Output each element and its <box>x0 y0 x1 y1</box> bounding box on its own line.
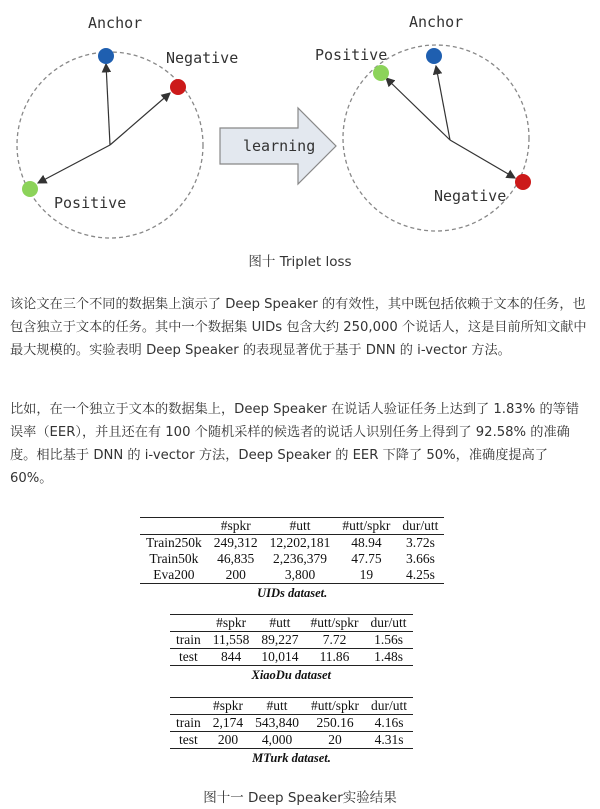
mturk-table-caption: MTurk dataset. <box>252 751 331 765</box>
table-cell: 20 <box>328 732 342 747</box>
table-cell: train <box>176 632 201 647</box>
table-header-cell: dur/utt <box>371 698 408 713</box>
left-positive-label: Positive <box>54 194 127 212</box>
table-cell: 2,174 <box>212 715 244 730</box>
table-row <box>140 551 444 567</box>
table-cell: 249,312 <box>213 535 258 550</box>
right-anchor-dot <box>426 48 442 64</box>
right-positive-label: Positive <box>315 46 388 64</box>
table-cell: 3.66s <box>405 551 435 566</box>
triplet-loss-diagram <box>0 0 600 240</box>
table-header-cell: #utt/spkr <box>342 518 391 533</box>
table-cell: 19 <box>359 567 374 582</box>
right-arrow-to-negative <box>450 140 515 178</box>
left-positive-dot <box>22 181 38 197</box>
uids-table <box>140 517 444 584</box>
table-cell: 11,558 <box>212 632 250 647</box>
table-cell: 47.75 <box>351 551 382 566</box>
table-row <box>170 649 413 666</box>
table-row <box>140 535 444 552</box>
right-positive-dot <box>373 65 389 81</box>
mturk-table <box>170 697 413 749</box>
table-cell: 48.94 <box>351 535 382 550</box>
left-negative-dot <box>170 79 186 95</box>
table-header-row <box>170 615 413 632</box>
table-header-row <box>140 518 444 535</box>
table-header-cell: dur/utt <box>370 615 407 630</box>
left-anchor-dot <box>98 48 114 64</box>
table-header-cell <box>170 615 207 632</box>
left-arrow-to-positive <box>38 145 110 183</box>
table-header-cell: #spkr <box>216 615 247 630</box>
table-cell: 200 <box>225 567 246 582</box>
table-header-cell: #utt/spkr <box>311 698 360 713</box>
table-cell: 1.56s <box>374 632 403 647</box>
paragraph-1: 该论文在三个不同的数据集上演示了 Deep Speaker 的有效性，其中既包括依赖于文本的任务，也包含独立于文本的任务。其中一个数据集 UIDs 包含大约 250,000 个说话人，这是目前所知文献中最大规模的。实验表明 Deep Speaker 的表现显著优于基于 DNN 的 i-vector 方法。 <box>10 297 587 358</box>
left-arrow-to-anchor <box>106 64 110 145</box>
table-cell: 543,840 <box>255 715 299 730</box>
table-header-cell <box>140 518 208 535</box>
right-anchor-label: Anchor <box>409 13 464 31</box>
table-cell: 3,800 <box>284 567 316 582</box>
table-cell: 200 <box>217 732 239 747</box>
xiaodu-table <box>170 614 413 666</box>
left-negative-label: Negative <box>166 49 239 67</box>
table-header-cell: #utt <box>289 518 311 533</box>
xiaodu-table-block <box>170 614 413 683</box>
figure1-caption: 图十 Triplet loss <box>248 254 352 270</box>
table-cell: 4.31s <box>374 732 404 747</box>
table-cell: Train250k <box>146 535 202 550</box>
table-cell: 46,835 <box>217 551 255 566</box>
table-cell: 250.16 <box>316 715 354 730</box>
table-cell: 3.72s <box>405 535 435 550</box>
table-cell: test <box>179 732 198 747</box>
table-cell: 4.16s <box>374 715 404 730</box>
table-cell: 844 <box>220 649 242 664</box>
table-cell: 12,202,181 <box>269 535 331 550</box>
table-header-row <box>170 698 413 715</box>
table-cell: 89,227 <box>261 632 299 647</box>
table-cell: 4,000 <box>261 732 293 747</box>
table-cell: Train50k <box>149 551 199 566</box>
table-cell: 4.25s <box>405 567 435 582</box>
table-row <box>170 632 413 649</box>
table-cell: Eva200 <box>153 567 195 582</box>
table-cell: 2,236,379 <box>273 551 328 566</box>
mturk-table-block <box>170 697 413 766</box>
table-header-cell: #utt <box>266 698 288 713</box>
table-row <box>170 732 413 749</box>
right-negative-dot <box>515 174 531 190</box>
table-cell: 10,014 <box>261 649 299 664</box>
left-anchor-label: Anchor <box>88 14 143 32</box>
table-row <box>170 715 413 732</box>
paragraph-2: 比如，在一个独立于文本的数据集上，Deep Speaker 在说话人验证任务上达到了 1.83% 的等错误率（EER），并且还在有 100 个随机采样的候选者的说话人识别任务上得到了 92.58% 的准确度。相比基于 DNN 的 i-vector 方法，Deep Speaker 的 EER 下降了 50%，准确度提高了 60%。 <box>10 402 580 486</box>
table-header-cell: #spkr <box>212 698 243 713</box>
table-cell: 7.72 <box>322 632 347 647</box>
right-negative-label: Negative <box>434 187 507 205</box>
figure2-caption: 图十一 Deep Speaker实验结果 <box>203 790 397 806</box>
table-cell: 1.48s <box>374 649 403 664</box>
table-header-cell: #utt/spkr <box>310 615 359 630</box>
table-header-cell: #utt <box>269 615 291 630</box>
table-row <box>140 567 444 584</box>
table-cell: train <box>176 715 201 730</box>
table-header-cell: #spkr <box>220 518 251 533</box>
table-cell: test <box>179 649 198 664</box>
table-cell: 11.86 <box>319 649 350 664</box>
uids-table-block <box>140 517 444 601</box>
left-arrow-to-negative <box>110 93 170 145</box>
learning-label: learning <box>243 137 316 155</box>
xiaodu-table-caption: XiaoDu dataset <box>251 668 332 682</box>
table-header-cell <box>170 698 207 715</box>
uids-table-caption: UIDs dataset. <box>257 586 328 600</box>
table-header-cell: dur/utt <box>402 518 439 533</box>
